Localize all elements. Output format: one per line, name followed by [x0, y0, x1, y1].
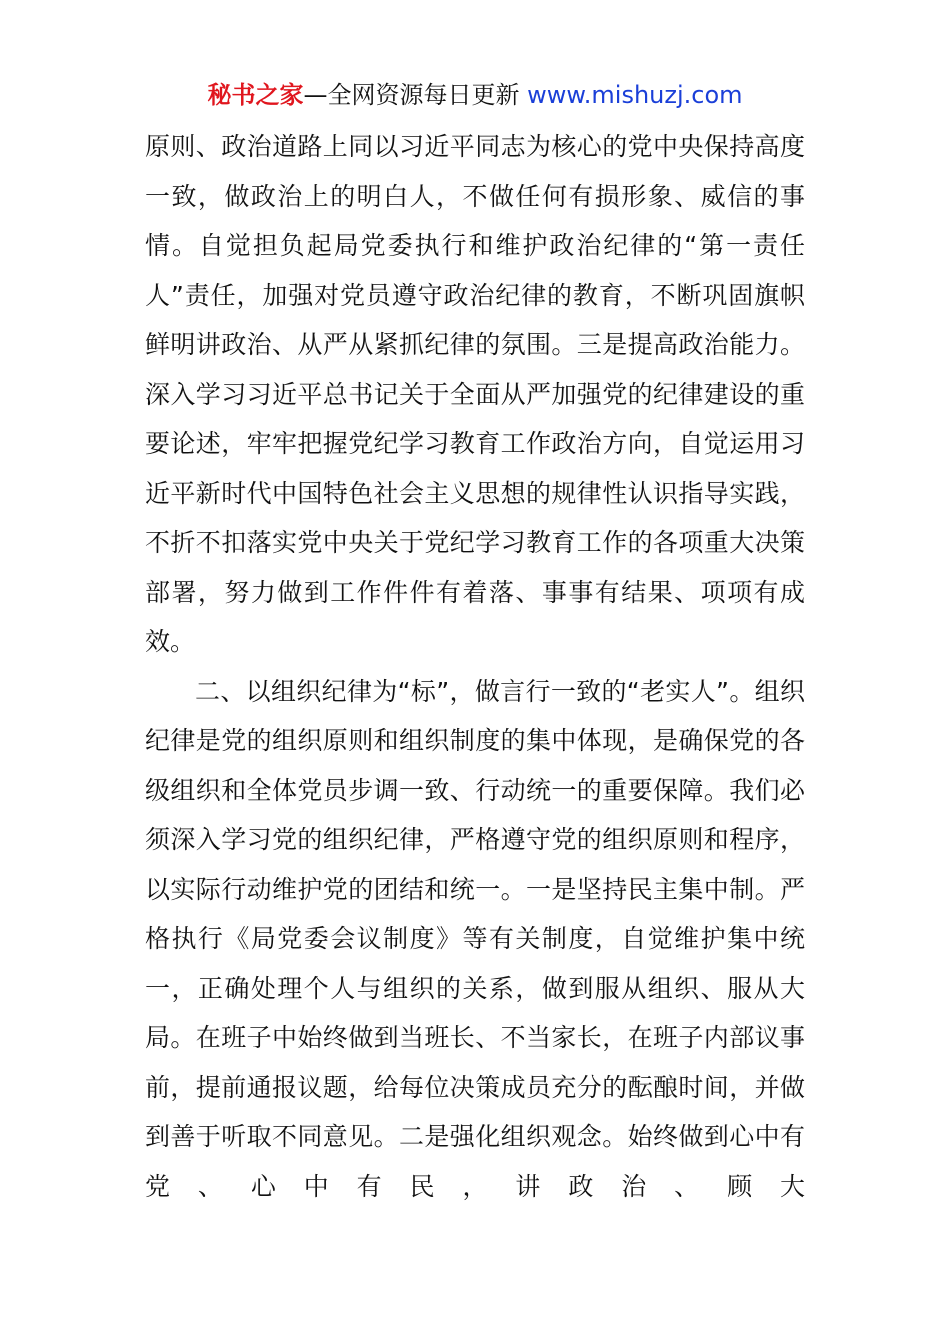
site-brand: 秘书之家 [207, 81, 304, 109]
site-url-link[interactable]: www.mishuzj.com [527, 81, 743, 109]
paragraph-1: 原则、政治道路上同以习近平同志为核心的党中央保持高度一致，做政治上的明白人，不做任何有损形象、威信的事情。自觉担负起局党委执行和维护政治纪律的“第一责任人”责任，加强对党员遵守政治纪律的教育，不断巩固旗帜鲜明讲政治、从严从紧抓纪律的氛围。三是提高政治能力。深入学习习近平总书记关于全面从严加强党的纪律建设的重要论述，牢牢把握党纪学习教育工作政治方向，自觉运用习近平新时代中国特色社会主义思想的规律性认识指导实践，不折不扣落实党中央关于党纪学习教育工作的各项重大决策部署，努力做到工作件件有着落、事事有结果、项项有成效。 [145, 132, 805, 656]
site-tagline: —全网资源每日更新 [303, 81, 520, 109]
site-header [0, 78, 950, 112]
paragraph-2: 二、以组织纪律为“标”，做言行一致的“老实人”。组织纪律是党的组织原则和组织制度的集中体现，是确保党的各级组织和全体党员步调一致、行动统一的重要保障。我们必须深入学习党的组织纪律，严格遵守党的组织原则和程序，以实际行动维护党的团结和统一。一是坚持民主集中制。严格执行《局党委会议制度》等有关制度，自觉维护集中统一，正确处理个人与组织的关系，做到服从组织、服从大局。在班子中始终做到当班长、不当家长，在班子内部议事前，提前通报议题，给每位决策成员充分的酝酿时间，并做到善于听取不同意见。二是强化组织观念。始终做到心中有党、心中有民，讲政治、顾大 [145, 676, 805, 1201]
document-body [145, 122, 805, 1211]
